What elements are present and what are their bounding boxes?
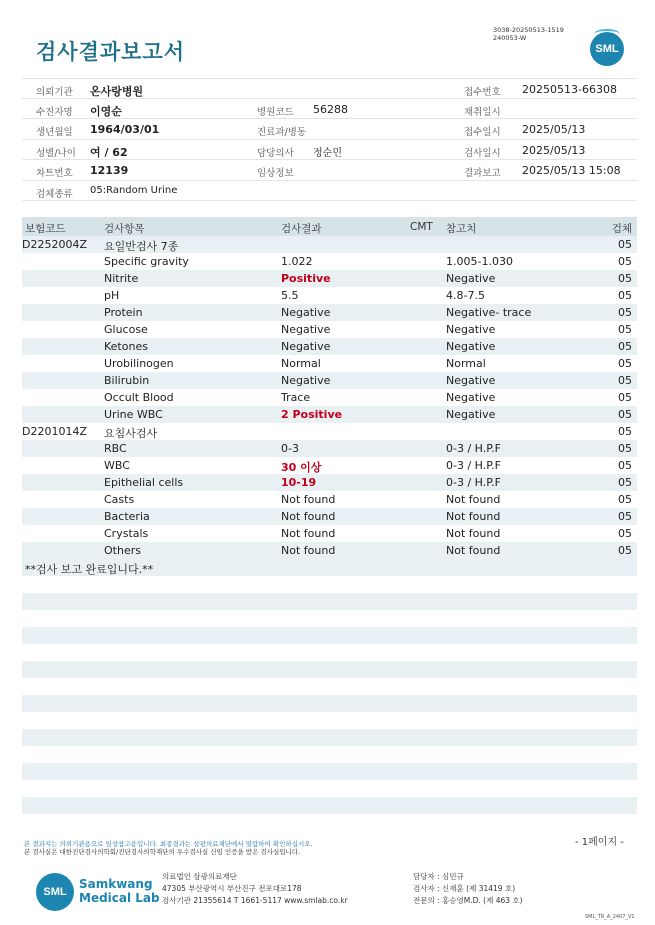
table-row <box>22 457 637 474</box>
reference-range: Not found <box>446 527 501 540</box>
test-item: Crystals <box>104 527 149 540</box>
table-row <box>22 304 637 321</box>
info-label: 의뢰기관 <box>36 87 73 98</box>
header-specimen: 검체 <box>611 223 632 235</box>
specimen-code: 05 <box>618 289 632 302</box>
test-item: RBC <box>104 442 127 455</box>
table-row <box>22 474 637 491</box>
specimen-code: 05 <box>618 374 632 387</box>
results-table <box>22 217 637 831</box>
table-row <box>22 270 637 287</box>
info-row <box>22 78 637 99</box>
specimen-code: 05 <box>618 408 632 421</box>
test-result: 2 Positive <box>281 408 343 421</box>
specimen-code: 05 <box>618 357 632 370</box>
info-row <box>22 119 637 140</box>
table-row <box>22 440 637 457</box>
header-cmt: CMT <box>410 221 433 233</box>
blank-row <box>22 729 637 746</box>
header-code: 보험코드 <box>25 223 66 235</box>
test-result: 0-3 <box>281 442 299 455</box>
header-result: 검사결과 <box>281 223 322 235</box>
blank-row <box>22 695 637 712</box>
test-item: WBC <box>104 459 130 472</box>
footer-notes <box>24 840 313 856</box>
info-value: 12139 <box>90 164 129 177</box>
table-row <box>22 423 637 440</box>
info-value: 여 / 62 <box>90 145 128 159</box>
test-result: 1.022 <box>281 255 313 268</box>
reference-range: Negative <box>446 374 496 387</box>
table-row <box>22 508 637 525</box>
table-row <box>22 542 637 559</box>
info-label: 성별/나이 <box>36 147 76 159</box>
blank-row <box>22 746 637 763</box>
results-body <box>22 236 637 559</box>
info-label: 채취일시 <box>464 106 501 118</box>
blank-row <box>22 644 637 661</box>
test-item: Others <box>104 544 141 557</box>
test-result: 30 이상 <box>281 461 322 474</box>
lab-address: 의료법인 삼광의료재단 47305 부산광역시 부산진구 전포대로178 검사기관 21355614 T 1661-5117 www.smlab.co.kr <box>162 872 348 905</box>
test-result: Not found <box>281 527 336 540</box>
info-value: 온사랑병원 <box>90 85 144 98</box>
table-row <box>22 287 637 304</box>
info-row <box>22 99 637 120</box>
specimen-code: 05 <box>618 306 632 319</box>
specimen-code: 05 <box>618 255 632 268</box>
insurance-code: D2252004Z <box>22 238 87 251</box>
reference-range: Negative <box>446 272 496 285</box>
test-item: Occult Blood <box>104 391 174 404</box>
test-result: Not found <box>281 510 336 523</box>
specimen-code: 05 <box>618 442 632 455</box>
test-item: pH <box>104 289 120 302</box>
test-result: Not found <box>281 493 336 506</box>
table-row <box>22 321 637 338</box>
reference-range: Negative <box>446 391 496 404</box>
blank-row <box>22 797 637 814</box>
test-item: Epithelial cells <box>104 476 184 489</box>
info-row <box>22 160 637 181</box>
page-number: - 1페이지 - <box>575 837 624 848</box>
test-item: 요침사검사 <box>104 427 158 440</box>
info-value: 이영순 <box>90 104 122 118</box>
header-item: 검사항목 <box>104 223 145 235</box>
test-item: Glucose <box>104 323 148 336</box>
reference-range: 1.005-1.030 <box>446 255 513 268</box>
test-result: 5.5 <box>281 289 299 302</box>
table-row <box>22 372 637 389</box>
info-value: 56288 <box>313 102 348 116</box>
table-row <box>22 525 637 542</box>
completion-row <box>22 559 637 576</box>
test-result: Not found <box>281 544 336 557</box>
test-item: Nitrite <box>104 272 139 285</box>
test-item: 요일반검사 7종 <box>104 240 179 253</box>
reference-range: 4.8-7.5 <box>446 289 485 302</box>
test-result: Negative <box>281 374 331 387</box>
reference-range: Negative <box>446 408 496 421</box>
footer-note: 본 결과지는 의뢰기관용으로 임상참고용입니다. 최종결과는 삼광의료재단에서 열람하여 확인하십시오. <box>24 840 313 848</box>
blank-row <box>22 610 637 627</box>
test-result: Trace <box>281 391 311 404</box>
lab-staff: 담당자 : 심민규 검사자 : 신재훈 (제 31419 호) 전문의 : 홍승영M.D. (제 463 호) <box>413 872 523 905</box>
sml-footer-logo: SML <box>36 873 74 911</box>
test-result: Positive <box>281 272 331 285</box>
brand-name: Samkwang Medical Lab <box>79 877 160 905</box>
info-label: 담당의사 <box>257 147 294 159</box>
specimen-code: 05 <box>618 272 632 285</box>
blank-row <box>22 661 637 678</box>
reference-range: Negative <box>446 323 496 336</box>
reference-range: 0-3 / H.P.F <box>446 476 501 489</box>
specimen-code: 05 <box>618 510 632 523</box>
info-value: 2025/05/13 15:08 <box>522 164 621 177</box>
reference-range: Not found <box>446 493 501 506</box>
footer-note: 본 검사실은 대한진단검사의학회/진단검사의학재단의 우수검사실 신임 인증을 받은 검사실입니다. <box>24 848 301 856</box>
test-item: Urine WBC <box>104 408 163 421</box>
specimen-code: 05 <box>618 340 632 353</box>
specimen-code: 05 <box>618 544 632 557</box>
blank-row <box>22 780 637 797</box>
info-row <box>22 181 637 202</box>
test-result: Normal <box>281 357 321 370</box>
info-label: 수진자명 <box>36 106 73 118</box>
info-label: 병원코드 <box>257 106 294 118</box>
reference-range: Negative- trace <box>446 306 532 319</box>
blank-row <box>22 814 637 831</box>
specimen-code: 05 <box>618 323 632 336</box>
test-item: Casts <box>104 493 135 506</box>
results-header <box>22 217 637 236</box>
specimen-code: 05 <box>618 238 632 251</box>
test-result: 10-19 <box>281 476 317 489</box>
table-row <box>22 236 637 253</box>
test-item: Urobilinogen <box>104 357 174 370</box>
table-row <box>22 406 637 423</box>
test-item: Bacteria <box>104 510 150 523</box>
test-item: Specific gravity <box>104 255 189 268</box>
table-row <box>22 491 637 508</box>
header-ref: 참고치 <box>446 223 477 235</box>
info-label: 결과보고 <box>464 168 501 179</box>
info-label: 생년월일 <box>36 127 73 138</box>
table-row <box>22 389 637 406</box>
info-label: 검체종류 <box>36 188 73 200</box>
info-value: 20250513-66308 <box>522 83 617 96</box>
info-label: 접수번호 <box>464 87 501 98</box>
specimen-code: 05 <box>618 527 632 540</box>
info-label: 접수일시 <box>464 127 501 138</box>
test-item: Protein <box>104 306 143 319</box>
info-value: 1964/03/01 <box>90 123 160 136</box>
info-value: 정순민 <box>313 147 342 159</box>
insurance-code: D2201014Z <box>22 425 87 438</box>
table-row <box>22 338 637 355</box>
reference-range: 0-3 / H.P.F <box>446 459 501 472</box>
reference-range: 0-3 / H.P.F <box>446 442 501 455</box>
blank-row <box>22 627 637 644</box>
blank-row <box>22 712 637 729</box>
specimen-code: 05 <box>618 493 632 506</box>
blank-row <box>22 593 637 610</box>
specimen-code: 05 <box>618 425 632 438</box>
test-result: Negative <box>281 306 331 319</box>
info-label: 진료과/병동 <box>257 127 307 138</box>
info-label: 임상정보 <box>257 168 294 179</box>
blank-row <box>22 678 637 695</box>
specimen-code: 05 <box>618 459 632 472</box>
reference-range: Normal <box>446 357 486 370</box>
test-result: Negative <box>281 340 331 353</box>
specimen-code: 05 <box>618 476 632 489</box>
document-id: 3038-20250513-1519 240053-W <box>493 26 564 42</box>
form-code: SML_TR_A_2407_V1 <box>585 914 635 920</box>
info-value: 2025/05/13 <box>522 143 586 157</box>
table-row <box>22 355 637 372</box>
info-label: 차트번호 <box>36 168 73 179</box>
reference-range: Not found <box>446 510 501 523</box>
info-label: 검사일시 <box>464 147 501 159</box>
test-item: Ketones <box>104 340 148 353</box>
test-item: Bilirubin <box>104 374 150 387</box>
report-title: 검사결과보고서 <box>36 40 186 64</box>
info-value: 2025/05/13 <box>522 123 586 136</box>
table-row <box>22 253 637 270</box>
blank-row <box>22 576 637 593</box>
sml-logo: SML <box>590 32 624 66</box>
reference-range: Negative <box>446 340 496 353</box>
patient-info-panel <box>22 78 637 201</box>
info-value: 05:Random Urine <box>90 184 178 196</box>
completion-text: **검사 보고 완료입니다.** <box>25 563 154 576</box>
blank-rows <box>22 576 637 831</box>
reference-range: Not found <box>446 544 501 557</box>
info-row <box>22 140 637 161</box>
test-result: Negative <box>281 323 331 336</box>
specimen-code: 05 <box>618 391 632 404</box>
blank-row <box>22 763 637 780</box>
